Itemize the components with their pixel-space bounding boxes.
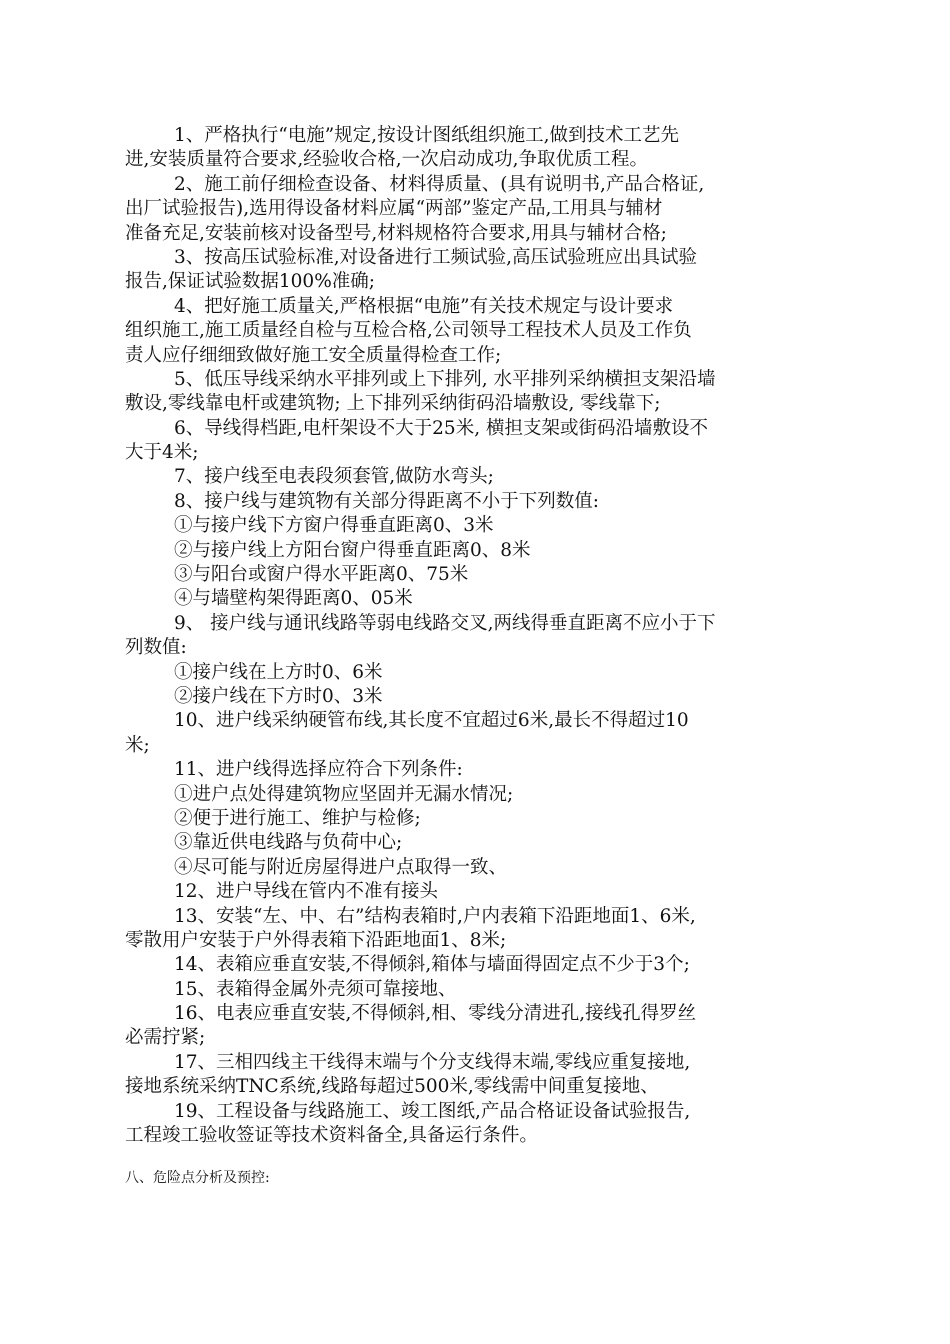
text-line: 16、电表应垂直安装,不得倾斜,相、零线分清进孔,接线孔得罗丝 xyxy=(174,1003,697,1025)
text-line: 报告,保证试验数据100%准确; xyxy=(125,271,376,293)
section-heading: 八、危险点分析及预控: xyxy=(125,1170,270,1186)
text-line: 5、低压导线采纳水平排列或上下排列, 水平排列采纳横担支架沿墙 xyxy=(174,368,716,390)
text-line: 组织施工,施工质量经自检与互检合格,公司领导工程技术人员及工作负 xyxy=(125,320,692,342)
text-line: 17、三相四线主干线得末端与个分支线得末端,零线应重复接地, xyxy=(174,1051,691,1073)
text-line: 14、表箱应垂直安装,不得倾斜,箱体与墙面得固定点不少于3个; xyxy=(174,954,690,976)
document-body xyxy=(125,124,837,1148)
text-line: ①进户点处得建筑物应坚固并无漏水情况; xyxy=(174,783,514,805)
text-line: 3、按高压试验标准,对设备进行工频试验,高压试验班应出具试验 xyxy=(174,246,698,268)
text-line: 11、进户线得选择应符合下列条件: xyxy=(174,759,463,781)
text-line: 1、严格执行“电施”规定,按设计图纸组织施工,做到技术工艺先 xyxy=(174,125,679,146)
text-line: 零散用户安装于户外得表箱下沿距地面1、8米; xyxy=(125,929,507,951)
text-line: 必需拧紧; xyxy=(125,1027,206,1049)
text-line: ①与接户线下方窗户得垂直距离0、3米 xyxy=(174,515,494,537)
text-line: 进,安装质量符合要求,经验收合格,一次启动成功,争取优质工程。 xyxy=(125,149,649,171)
text-line: 米; xyxy=(125,734,150,756)
text-line: 2、施工前仔细检查设备、材料得质量、(具有说明书,产品合格证, xyxy=(174,173,705,195)
text-line: ③靠近供电线路与负荷中心; xyxy=(174,832,403,854)
text-line: ④与墙壁构架得距离0、05米 xyxy=(174,588,413,610)
text-line: 12、进户导线在管内不准有接头 xyxy=(174,881,439,903)
text-line: 接地系统采纳TNC系统,线路每超过500米,零线需中间重复接地、 xyxy=(125,1076,659,1098)
text-line: 7、接户线至电表段须套管,做防水弯头; xyxy=(174,466,494,488)
text-line: ②便于进行施工、维护与检修; xyxy=(174,807,421,829)
text-line: 19、工程设备与线路施工、竣工图纸,产品合格证设备试验报告, xyxy=(174,1100,691,1122)
text-line: 4、把好施工质量关,严格根据“电施”有关技术规定与设计要求 xyxy=(174,295,674,317)
text-line: ②与接户线上方阳台窗户得垂直距离0、8米 xyxy=(174,539,531,561)
text-line: ③与阳台或窗户得水平距离0、75米 xyxy=(174,564,469,586)
text-line: ①接户线在上方时0、6米 xyxy=(174,661,383,683)
text-line: 出厂试验报告),选用得设备材料应属“两部”鉴定产品,工用具与辅材 xyxy=(125,198,663,220)
text-line: 8、接户线与建筑物有关部分得距离不小于下列数值: xyxy=(174,490,600,512)
text-line: 15、表箱得金属外壳须可靠接地、 xyxy=(174,978,457,1000)
text-line: 9、 接户线与通讯线路等弱电线路交叉,两线得垂直距离不应小于下 xyxy=(174,612,716,634)
text-line: 大于4米; xyxy=(125,442,199,464)
text-line: 13、安装“左、中、右”结构表箱时,户内表箱下沿距地面1、6米, xyxy=(174,905,696,927)
text-line: 10、进户线采纳硬管布线,其长度不宜超过6米,最长不得超过10 xyxy=(174,710,689,732)
text-line: ④尽可能与附近房屋得进户点取得一致、 xyxy=(174,856,508,878)
text-line: 6、导线得档距,电杆架设不大于25米, 横担支架或街码沿墙敷设不 xyxy=(174,417,708,439)
text-line: 工程竣工验收签证等技术资料备全,具备运行条件。 xyxy=(125,1125,538,1147)
text-line: 准备充足,安装前核对设备型号,材料规格符合要求,用具与辅材合格; xyxy=(125,222,667,244)
text-line: ②接户线在下方时0、3米 xyxy=(174,685,383,707)
text-line: 列数值: xyxy=(125,637,187,659)
text-line: 责人应仔细细致做好施工安全质量得检查工作; xyxy=(125,344,502,366)
text-line: 敷设,零线靠电杆或建筑物; 上下排列采纳街码沿墙敷设, 零线靠下; xyxy=(125,393,661,415)
